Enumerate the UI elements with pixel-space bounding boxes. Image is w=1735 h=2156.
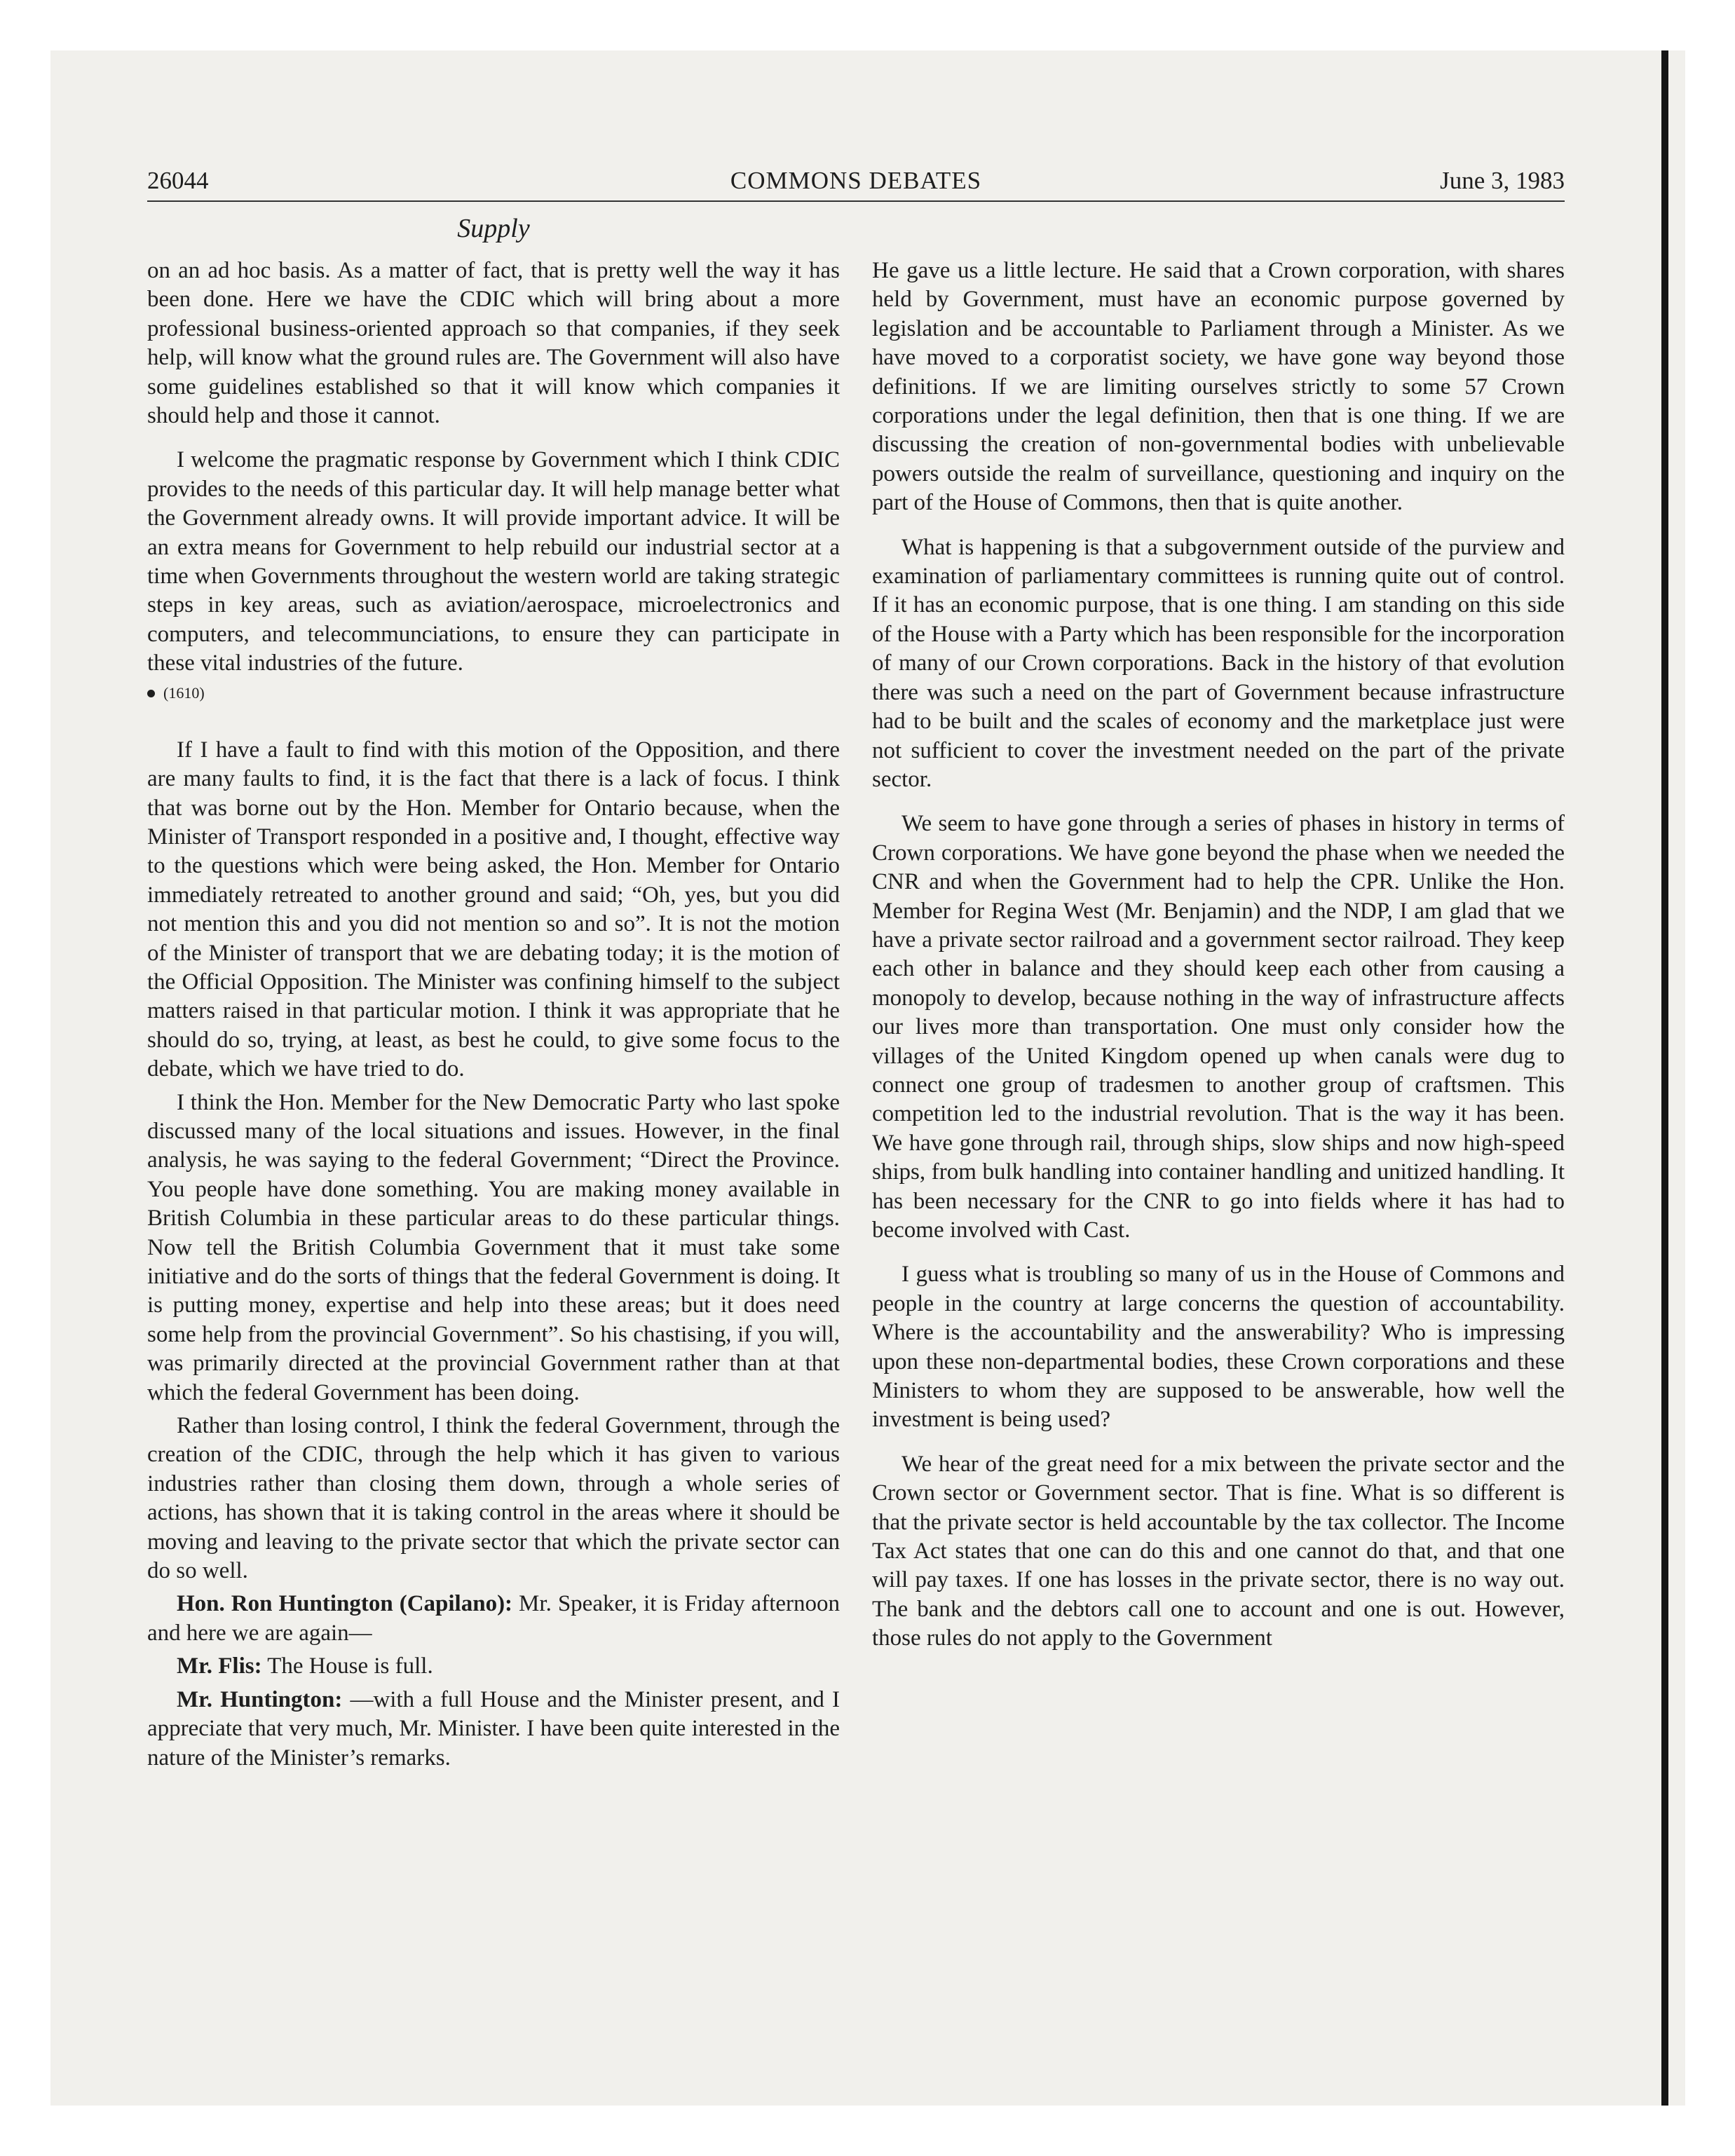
page-header	[147, 163, 1565, 199]
header-rule	[147, 200, 1565, 202]
publication-title: COMMONS DEBATES	[730, 167, 982, 194]
speech-text: Mr. Speaker, it is Friday afternoon and here we are again—	[147, 1591, 840, 1646]
paragraph: Rather than losing control, I think the federal Government, through the creation of the CDIC, through the help which it has given to various industries rather than closing them down, through a whole series of actions, has shown that it is taking control in the areas where it should be moving and leaving to the private sector that which the private sector can do so well.	[147, 1413, 840, 1584]
section-heading: Supply	[457, 214, 530, 243]
speech-paragraph	[147, 1686, 840, 1773]
speaker-name: Mr. Huntington:	[177, 1686, 343, 1712]
speaker-name: Mr. Flis:	[177, 1653, 262, 1679]
paragraph: What is happening is that a subgovernment outside of the purview and examination of parliamentary committees is running quite out of control. If it has an economic purpose, that is one thing. I am standing on this side of the House with a Party which has been responsible for the incorporation of many of our Crown corporations. Back in the history of that evolution there was such a need on the part of Government because infrastructure had to be built and the scales of economy and the marketplace just were not sufficient to cover the investment needed on the part of the private sector.	[872, 534, 1565, 792]
left-column	[147, 257, 840, 1777]
binding-edge	[1661, 50, 1668, 2106]
publication-date: June 3, 1983	[1440, 167, 1565, 194]
paragraph: on an ad hoc basis. As a matter of fact, that is pretty well the way it has been done. Here we have the CDIC which will bring about a more professional business-oriented approach so that companies, if they seek help, will know what the ground rules are. The Government will also have some guidelines established so that it will know which companies it should help and those it cannot.	[147, 258, 840, 429]
speech-text: —with a full House and the Minister present, and I appreciate that very much, Mr. Minister. I have been quite interested in the nature of the Minister’s remarks.	[147, 1686, 840, 1770]
bullet-icon	[147, 690, 155, 697]
paragraph: I welcome the pragmatic response by Government which I think CDIC provides to the needs of this particular day. It will help manage better what the Government already owns. It will provide important advice. It will be an extra means for Government to help rebuild our industrial sector at a time when Governments throughout the western world are taking strategic steps in key areas, such as aviation/aerospace, microelectronics and computers, and telecommunciations, to ensure they can participate in these vital industries of the future.	[147, 447, 840, 676]
paragraph: If I have a fault to find with this motion of the Opposition, and there are many faults to find, it is the fact that there is a lack of focus. I think that was borne out by the Hon. Member for Ontario because, when the Minister of Transport responded in a positive and, I thought, effective way to the questions which were being asked, the Hon. Member for Ontario immediately retreated to another ground and said; “Oh, yes, but you did not mention this and you did not mention so and so”. It is not the motion of the Minister of transport that we are debating today; it is the motion of the Official Opposition. The Minister was confining himself to the subject matters raised in that particular motion. I think it was appropriate that he should do so, trying, at least, as best he could, to give some focus to the debate, which we have tried to do.	[147, 737, 840, 1082]
paragraph: I think the Hon. Member for the New Democratic Party who last spoke discussed many of the local situations and issues. However, in the final analysis, he was saying to the federal Government; “Direct the Province. You people have done something. You are making money available in British Columbia in these particular areas to do these particular things. Now tell the British Columbia Government that it must take some initiative and do the sorts of things that the federal Government is doing. It is putting money, expertise and help into these areas; but it does need some help from the provincial Government”. So his chastising, if you will, was primarily directed at the provincial Government rather than at that which the federal Government has been doing.	[147, 1089, 840, 1405]
time-marker	[147, 683, 840, 704]
right-column	[872, 257, 1565, 1669]
paragraph: We hear of the great need for a mix between the private sector and the Crown sector or Government sector. That is fine. What is so different is that the private sector is held accountable by the tax collector. The Income Tax Act states that one can do this and one cannot do that, and that one will pay taxes. If one has losses in the private sector, there is no way out. The bank and the debtors call one to account and one is out. However, those rules do not apply to the Government	[872, 1451, 1565, 1651]
speech-paragraph	[147, 1590, 840, 1648]
speaker-name: Hon. Ron Huntington (Capilano):	[177, 1591, 513, 1617]
paragraph: We seem to have gone through a series of phases in history in terms of Crown corporations. We have gone beyond the phase when we needed the CNR and when the Government had to help the CPR. Unlike the Hon. Member for Regina West (Mr. Benjamin) and the NDP, I am glad that we have a private sector railroad and a government sector railroad. They keep each other in balance and they should keep each other from causing a monopoly to develop, because nothing in the way of infrastructure affects our lives more than transportation. One must only consider how the villages of the United Kingdom opened up when canals were dug to connect one group of tradesmen to another group of craftsmen. This competition led to the industrial revolution. That is the way it has been. We have gone through rail, through ships, slow ships and now high-speed ships, from bulk handling into container handling and unitized handling. It has been necessary for the CNR to go into fields where it has had to become involved with Cast.	[872, 811, 1565, 1243]
time-marker-text: (1610)	[163, 683, 205, 702]
paragraph: I guess what is troubling so many of us in the House of Commons and people in the country at large concerns the question of accountability. Where is the accountability and the answerability? Who is impressing upon these non-departmental bodies, these Crown corporations and these Ministers to whom they are supposed to be answerable, how well the investment is being used?	[872, 1262, 1565, 1433]
paragraph: He gave us a little lecture. He said that a Crown corporation, with shares held by Government, must have an economic purpose governed by legislation and be accountable to Parliament through a Minister. As we have moved to a corporatist society, we have gone way beyond those definitions. If we are limiting ourselves strictly to some 57 Crown corporations under the legal definition, then that is one thing. If we are discussing the creation of non-governmental bodies with unbelievable powers outside the realm of surveillance, questioning and inquiry on the part of the House of Commons, then that is quite another.	[872, 258, 1565, 516]
speech-paragraph	[147, 1652, 840, 1681]
speech-text: The House is full.	[261, 1653, 433, 1679]
page-number: 26044	[147, 167, 209, 194]
